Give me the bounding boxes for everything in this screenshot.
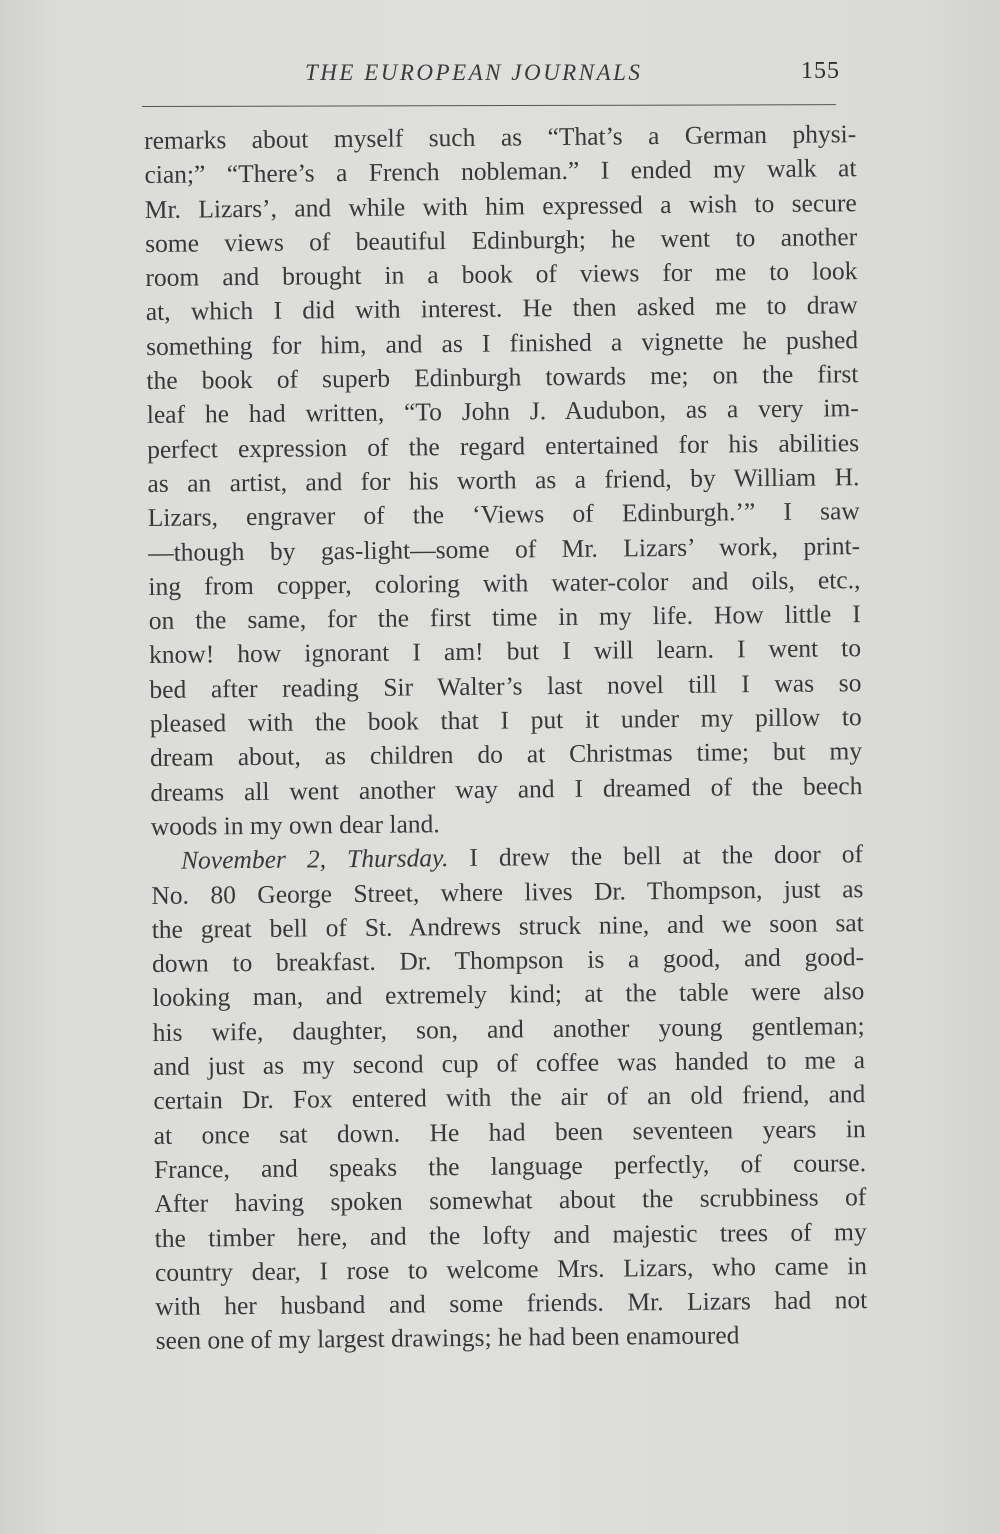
text-line: and just as my second cup of coffee was handed to me a [152, 1045, 866, 1081]
running-head [140, 60, 840, 100]
text-line: certain Dr. Fox entered with the air of an old friend, and [153, 1079, 866, 1116]
text-line: down to breakfast. Dr. Thompson is a good, and good- [151, 942, 865, 979]
body-text [144, 117, 868, 1358]
text-line: No. 80 George Street, where lives Dr. Thompson, just as [151, 873, 864, 910]
text-line: some views of beautiful Edinburgh; he went to another [145, 222, 858, 258]
paragraph-1 [144, 117, 863, 844]
text-line: pleased with the book that I put it under my pillow to [149, 702, 862, 739]
text-line: remarks about myself such as “That’s a German physi- [144, 119, 857, 155]
paragraph-2 [151, 837, 868, 1358]
date-label: November 2, Thursday. [180, 843, 449, 875]
header-rule [142, 104, 836, 107]
text-line: Mr. Lizars’, and while with him expressed a wish to secure [144, 187, 857, 224]
text-line: know! how ignorant I am! but I will learn. I went to [148, 633, 862, 670]
text-line: seen one of my largest drawings; he had been enamoured [155, 1320, 740, 1356]
text-line: looking man, and extremely kind; at the table were also [152, 976, 865, 1013]
text-line: the timber here, and the lofty and majestic trees of my [154, 1216, 867, 1253]
text-line: bed after reading Sir Walter’s last novel till I was so [149, 667, 862, 704]
text-line: perfect expression of the regard entertained for his abilities [146, 427, 860, 464]
text-line: dream about, as children do at Christmas time; but my [149, 736, 863, 773]
text-line: with her husband and some friends. Mr. Lizars had not [155, 1285, 868, 1322]
text-line: woods in my own dear land. [150, 809, 440, 841]
text-line-rest: I drew the bell at the door of [469, 839, 864, 873]
text-line: After having spoken somewhat about the scrubbiness of [154, 1182, 867, 1219]
page-number: 155 [801, 58, 840, 84]
text-line: cian;” “There’s a French nobleman.” I ended my walk at [144, 153, 857, 190]
text-line: as an artist, and for his worth as a friend, by William H. [147, 462, 860, 498]
text-line: dreams all went another way and I dreamed of the beech [150, 770, 863, 807]
text-line: room and brought in a book of views for me to look [145, 256, 858, 293]
text-line: —though by gas-light—some of Mr. Lizars’ work, print- [147, 530, 861, 567]
text-line: ing from copper, coloring with water-color and oils, etc., [148, 565, 861, 601]
text-line: leaf he had written, “To John J. Audubon, as a very im- [146, 393, 859, 430]
text-line: the great bell of St. Andrews struck nine, and we soon sat [151, 907, 864, 944]
text-line: at, which I did with interest. He then asked me to draw [145, 290, 858, 327]
running-title: THE EUROPEAN JOURNALS [305, 60, 643, 85]
text-line: France, and speaks the language perfectly, of course. [153, 1148, 867, 1184]
text-line: the book of superb Edinburgh towards me; on the first [146, 359, 859, 396]
text-line: at once sat down. He had been seventeen years in [153, 1113, 866, 1150]
text-line: his wife, daughter, son, and another young gentleman; [152, 1010, 865, 1047]
text-line: Lizars, engraver of the ‘Views of Edinburgh.’” I saw [147, 496, 860, 533]
text-line: on the same, for the first time in my life. How little I [148, 599, 861, 636]
text-line: country dear, I rose to welcome Mrs. Lizars, who came in [154, 1250, 868, 1287]
text-line: something for him, and as I finished a vignette he pushed [145, 324, 859, 361]
